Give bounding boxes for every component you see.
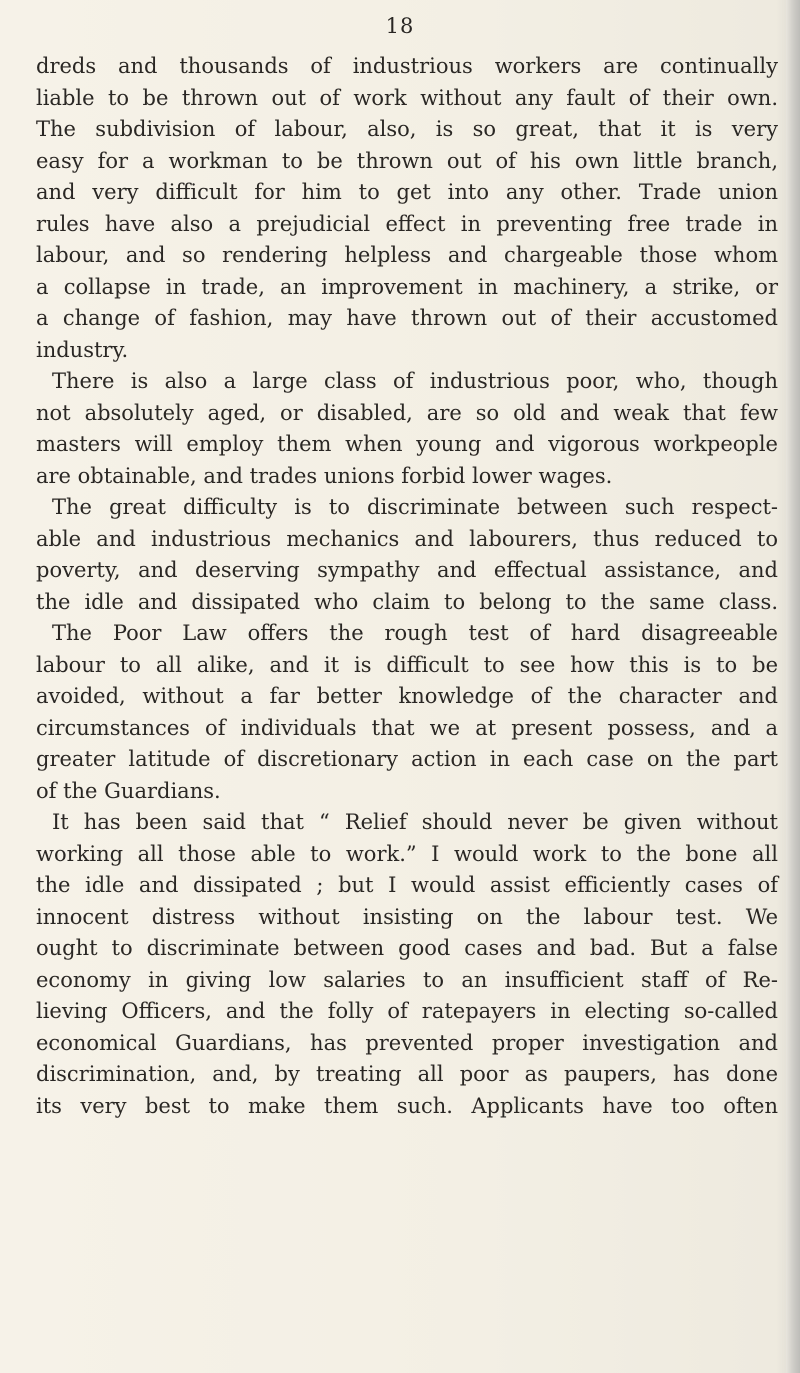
text-line: greater latitude of discretionary action in each case on the part [36,747,778,771]
text-line: poverty, and deserving sympathy and effectual assistance, and [36,558,778,582]
text-line: labour to all alike, and it is difficult to see how this is to be [36,652,778,677]
text-line: easy for a workman to be thrown out of his own little branch, [36,148,778,173]
text-line: labour, and so rendering helpless and chargeable those whom [36,243,778,267]
text-line: It has been said that “ Relief should never be given without [52,810,778,834]
text-line: its very best to make them such. Applicants have too often [36,1093,778,1118]
text-line: are obtainable, and trades unions forbid lower wages. [36,463,613,488]
text-line: rules have also a prejudicial effect in preventing free trade in [36,211,778,236]
text-line: There is also a large class of industrious poor, who, though [52,369,778,393]
text-line: industry. [36,337,129,362]
text-line: a collapse in trade, an improvement in machinery, a strike, or [36,274,778,299]
text-line: circumstances of individuals that we at present possess, and a [36,715,778,740]
text-line: liable to be thrown out of work without any fault of their own. [36,85,778,110]
body-text [36,51,778,1122]
text-line: masters will employ them when young and vigorous workpeople [36,432,778,456]
text-line: the idle and dissipated ; but I would assist efficiently cases of [36,873,778,897]
text-line: dreds and thousands of industrious workers are continually [36,54,778,78]
text-line: of the Guardians. [36,778,221,803]
text-line: economy in giving low salaries to an insufficient staff of Re- [36,967,778,992]
text-line: ought to discriminate between good cases and bad. But a false [36,936,778,960]
text-line: not absolutely aged, or disabled, are so old and weak that few [36,400,778,425]
text-line: avoided, without a far better knowledge of the character and [36,684,778,708]
page-number: 18 [385,14,415,38]
text-line: lieving Officers, and the folly of ratepayers in electing so-called [36,999,778,1023]
text-line: The Poor Law offers the rough test of hard disagreeable [52,621,778,645]
text-line: The subdivision of labour, also, is so great, that it is very [36,117,778,141]
text-line: and very difficult for him to get into any other. Trade union [36,180,778,204]
text-line: the idle and dissipated who claim to belong to the same class. [36,589,778,614]
text-line: The great difficulty is to discriminate between such respect- [52,495,778,519]
text-line: able and industrious mechanics and labourers, thus reduced to [36,526,778,551]
page-edge [786,0,800,1373]
text-line: a change of fashion, may have thrown out of their accustomed [36,306,778,330]
text-line: working all those able to work.” I would work to the bone all [36,841,778,866]
text-line: innocent distress without insisting on the labour test. We [36,904,778,929]
text-line: discrimination, and, by treating all poor as paupers, has done [36,1062,778,1086]
text-line: economical Guardians, has prevented proper investigation and [36,1030,778,1055]
